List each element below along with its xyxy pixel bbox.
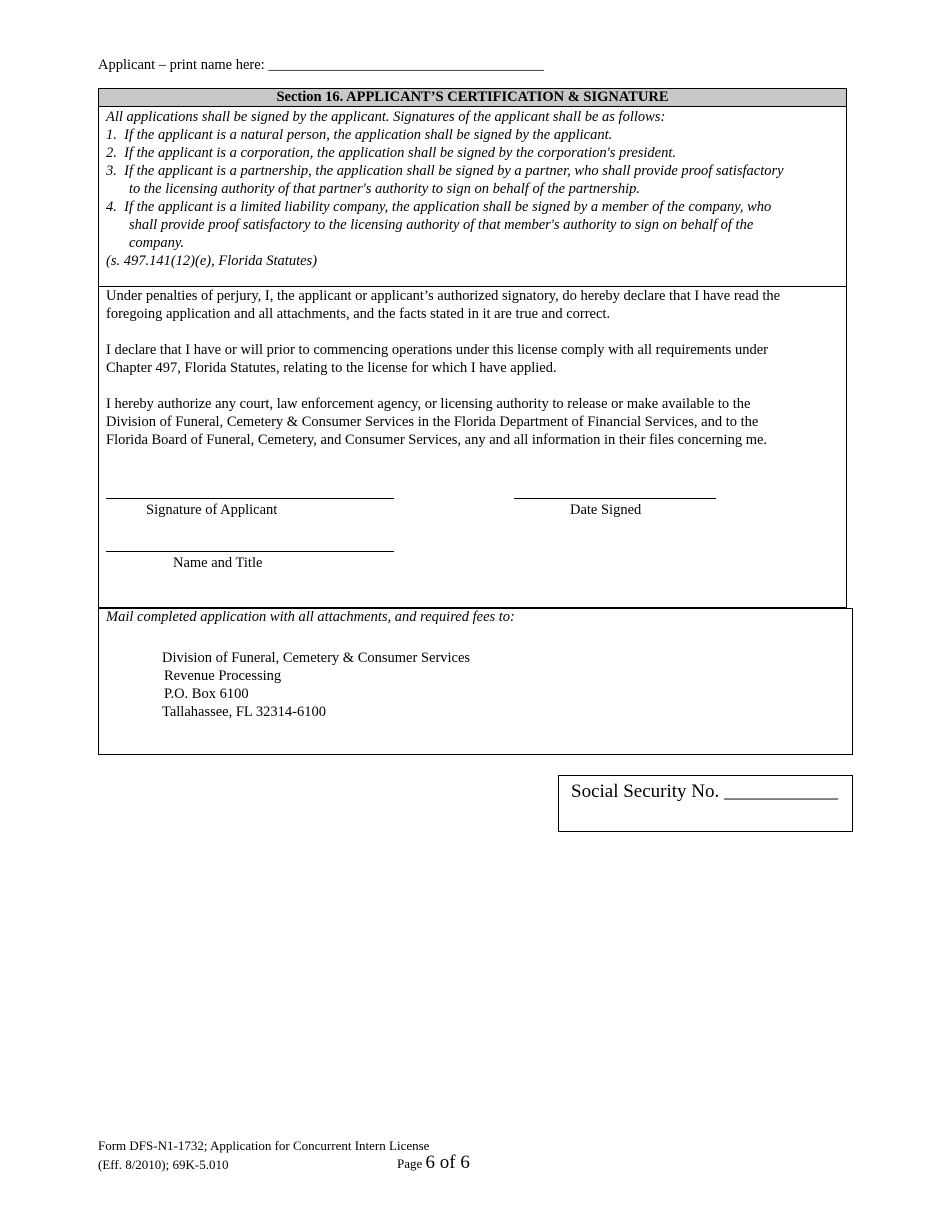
- address-line-4: Tallahassee, FL 32314-6100: [162, 704, 326, 720]
- applicant-print-name-label: Applicant – print name here:: [98, 57, 265, 73]
- requirement-item-1: 1. If the applicant is a natural person, the application shall be signed by the applicant.: [106, 127, 613, 143]
- requirement-item-4: 4. If the applicant is a limited liability company, the application shall be signed by a member of the company, who shall provide proof satisfactory to the licensing authority of that member's authority to sign on behalf of the company.: [106, 199, 772, 251]
- signature-line[interactable]: [106, 498, 394, 499]
- address-line-1: Division of Funeral, Cemetery & Consumer Services: [162, 650, 471, 666]
- statute-reference: (s. 497.141(12)(e), Florida Statutes): [106, 253, 318, 269]
- requirement-item-3: 3. If the applicant is a partnership, the application shall be signed by a partner, who shall provide proof satisfactory to the licensing authority of that partner's authority to sign on behalf of the partnership.: [106, 163, 784, 197]
- signature-label: Signature of Applicant: [146, 502, 278, 518]
- mailing-address: [162, 649, 470, 721]
- certification-paragraph-3: I hereby authorize any court, law enforcement agency, or licensing authority to release or make available to the Division of Funeral, Cemetery & Consumer Services in the Florida Department of Financial Services, and to the Florida Board of Funeral, Cemetery, and Consumer Services, any and all information in their files concerning me.: [106, 396, 768, 448]
- signing-requirements: [106, 108, 784, 270]
- mail-instruction: Mail completed application with all attachments, and required fees to:: [106, 609, 515, 625]
- name-title-label: Name and Title: [173, 555, 263, 571]
- date-signed-label: Date Signed: [570, 502, 642, 518]
- address-line-3: P.O. Box 6100: [164, 686, 249, 702]
- date-signed-line[interactable]: [514, 498, 716, 499]
- form-id: Form DFS-N1-1732; Application for Concurrent Intern License: [98, 1138, 430, 1153]
- signing-intro: All applications shall be signed by the applicant. Signatures of the applicant shall be as follows:: [106, 109, 666, 125]
- certification-paragraph-2: I declare that I have or will prior to commencing operations under this license comply with all requirements under Chapter 497, Florida Statutes, relating to the license for which I have applied.: [106, 342, 768, 376]
- ssn-label: Social Security No.: [571, 781, 720, 802]
- effective-date: (Eff. 8/2010); 69K-5.010: [98, 1157, 229, 1172]
- ssn-blank[interactable]: ____________: [724, 781, 839, 802]
- address-line-2: Revenue Processing: [164, 668, 282, 684]
- footer: [98, 1136, 429, 1174]
- name-title-line[interactable]: [106, 551, 394, 552]
- applicant-print-name-field[interactable]: [98, 57, 544, 74]
- page-number: Page 6 of 6: [397, 1152, 470, 1173]
- section-16-title: Section 16. APPLICANT’S CERTIFICATION & SIGNATURE: [98, 88, 847, 107]
- applicant-print-name-blank[interactable]: ______________________________________: [268, 57, 544, 73]
- requirement-item-2: 2. If the applicant is a corporation, the application shall be signed by the corporation's president.: [106, 145, 677, 161]
- certification-paragraph-1: Under penalties of perjury, I, the applicant or applicant’s authorized signatory, do hereby declare that I have read the foregoing application and all attachments, and the facts stated in it are true and correct.: [106, 288, 781, 322]
- ssn-field[interactable]: [571, 781, 838, 803]
